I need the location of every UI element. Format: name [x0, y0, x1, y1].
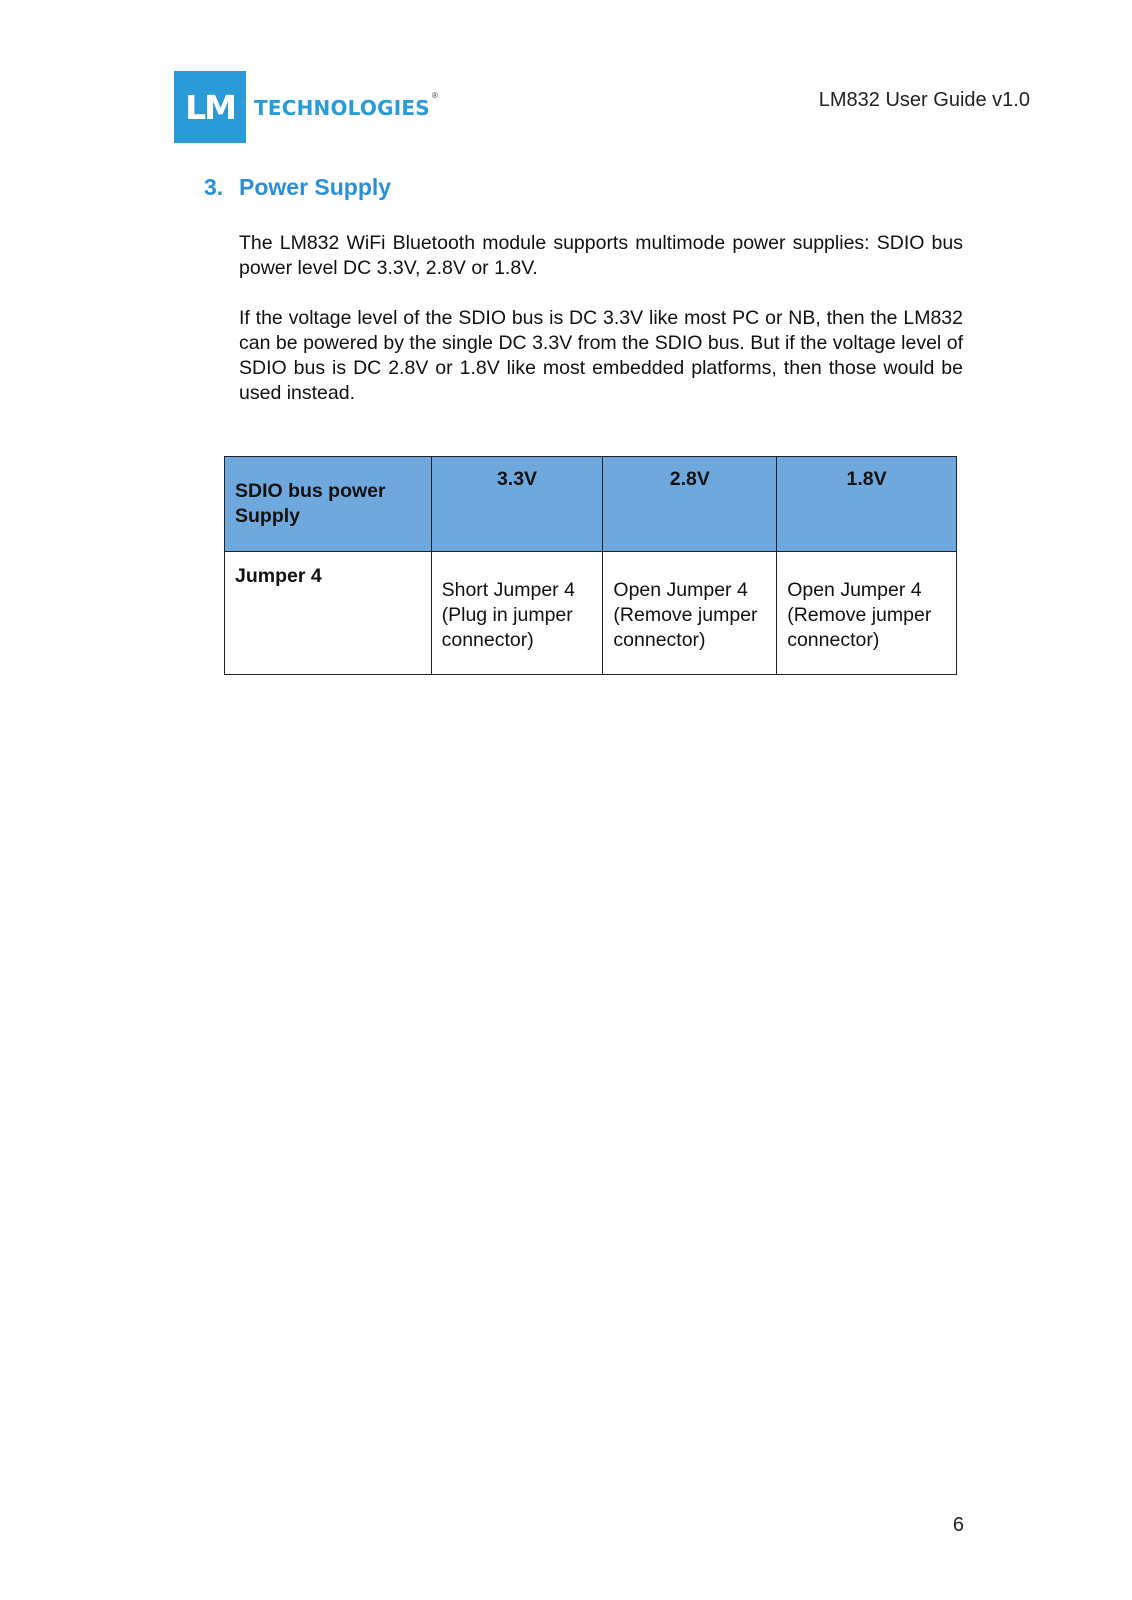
registered-mark: ® [430, 90, 439, 100]
paragraph-details: If the voltage level of the SDIO bus is DC 3.3V like most PC or NB, then the LM832 can be powered by the single DC 3.3V from the SDIO bus. But if the voltage level of SDIO bus is DC 2.8V or 1.8V like most embedded platforms, then those would be used instead. [239, 307, 963, 404]
power-supply-table [224, 456, 957, 675]
logo-mark-text: LM [185, 87, 235, 127]
header-cell-2v8: 2.8V [603, 457, 777, 552]
document-title: LM832 User Guide v1.0 [818, 89, 1030, 111]
header-cell-1v8: 1.8V [777, 457, 957, 552]
section-heading [204, 174, 391, 201]
section-title: Power Supply [239, 174, 392, 200]
table-row [225, 552, 957, 675]
page-number: 6 [952, 1514, 964, 1536]
paragraph-intro: The LM832 WiFi Bluetooth module supports multimode power supplies: SDIO bus power level DC 3.3V, 2.8V or 1.8V. [239, 232, 963, 279]
company-logo [174, 71, 438, 143]
logo-mark [174, 71, 246, 143]
cell-3v3-jumper: Short Jumper 4 (Plug in jumper connector) [431, 552, 603, 675]
section-number: 3. [204, 174, 224, 200]
logo-wordmark: TECHNOLOGIES [254, 96, 430, 120]
row-label-jumper: Jumper 4 [225, 552, 432, 675]
header-cell-3v3: 3.3V [431, 457, 603, 552]
cell-2v8-jumper: Open Jumper 4 (Remove jumper connector) [603, 552, 777, 675]
header-cell-supply: SDIO bus power Supply [225, 457, 432, 552]
table-header-row [225, 457, 957, 552]
cell-1v8-jumper: Open Jumper 4 (Remove jumper connector) [777, 552, 957, 675]
